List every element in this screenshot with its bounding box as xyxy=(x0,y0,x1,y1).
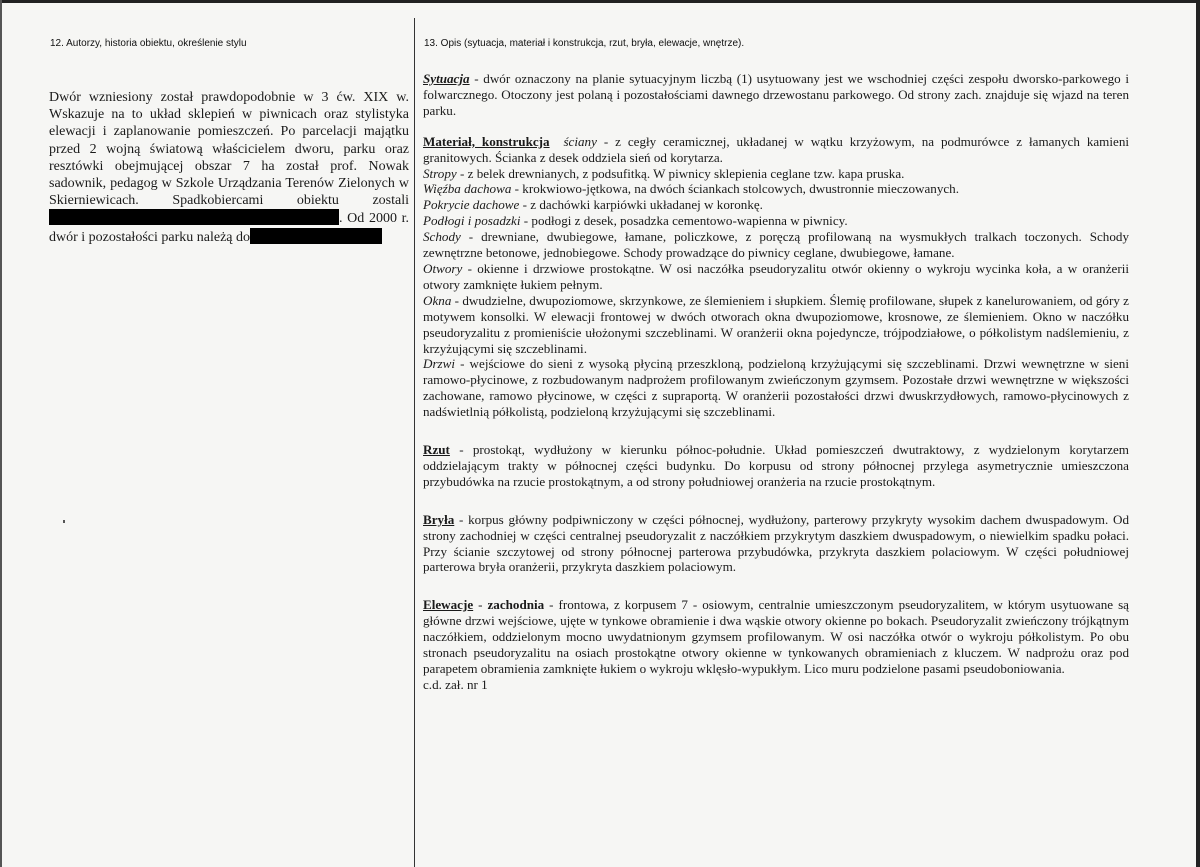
text-drzwi: - wejściowe do sieni z wysoką płyciną przeszkloną, podzieloną krzyżującymi się szczeblinami. Drzwi wewnętrzne w sieni ramowo-płycinowe, z rozbudowanym nadprożem profilowanym zwieńczonym gzymsem. Pozostałe drzwi wewnętrzne w większości zachowane, ramowo płycinowe, w części z supraportą. W oranżerii pozostałości drzwi dwuskrzydłowych, ramowo-płycinowych z nadświetlnią półkolistą, podzieloną krzyżującymi się szczeblinami. xyxy=(423,356,1129,420)
footer-continuation: c.d. zał. nr 1 xyxy=(423,676,488,692)
history-text-part2: . Od 2000 r. dwór i pozostałości parku należą do xyxy=(49,211,409,245)
label-sciany: ściany xyxy=(563,133,597,149)
redaction-block xyxy=(250,228,382,244)
paragraph-elewacje: Elewacje - zachodnia - frontowa, z korpusem 7 - osiowym, centralnie umieszczonym pseudoryzalitem, w którym usytuowane są główne drzwi wejściowe, ujęte w tynkowe obramienie i dwa wąskie otwory okienne po bokach. Pseudoryzalit zwieńczony trójkątnym naczółkiem, oddzielonym mocno uwydatnionym gzymsem profilowanym. W osi naczółka otwór o wykroju półkolistym. Po obu stronach pseudoryzalitu na osiach prostokątne otwory okienne w tynkowanych obramieniach z kluczem. W nadprożu oraz pod parapetem obramienia zamknięte łukiem o wykroju wklęsło-wypukłym. Lico muru podzielone pasami pseudoboniowania. xyxy=(423,597,1129,676)
section-12-header: 12. Autorzy, historia obiektu, określenie stylu xyxy=(50,38,247,49)
label-elewacje: Elewacje xyxy=(423,597,474,613)
text-wiezba: - krokwiowo-jętkowa, na dwóch ściankach stolcowych, dwustronnie mieczowanych. xyxy=(511,181,959,197)
label-material: Materiał, konstrukcja xyxy=(423,133,550,149)
label-wiezba: Więźba dachowa xyxy=(423,181,512,197)
history-text-part1: Dwór wzniesiony został prawdopodobnie w 3 ćw. XIX w. Wskazuje na to układ sklepień w piwnicach oraz stylistyka elewacji i zaplanowanie pomieszczeń. Po parcelacji majątku przed 2 wojną światową właścicielem dworu, parku oraz resztówki obejmującej obszar 7 ha został prof. Nowak sadownik, pedagog w Szkole Urządzania Terenów Zielonych w Skierniewicach. Spadkobiercami obiektu zostali xyxy=(49,90,409,209)
column-divider xyxy=(414,18,415,867)
text-bryla: - korpus główny podpiwniczony w części północnej, wydłużony, parterowy przykryty wysokim dachem dwuspadowym. Od strony zachodniej w części centralnej pseudoryzalit z naczółkiem przykrytym daszkiem dwuspadowym, o niewielkim spadku połaci. Przy ścianie szczytowej od strony północnej parterowa przybudówka, przykryta daszkiem polaciowym. W części południowej parterowa bryła oranżerii, przykryta daszkiem polaciowym. xyxy=(423,511,1129,575)
label-otwory: Otwory xyxy=(423,260,463,276)
scan-border-top xyxy=(0,0,1200,3)
paragraph-bryla xyxy=(423,512,1129,576)
paragraph-stropy xyxy=(423,166,1129,182)
scan-border-left xyxy=(0,0,2,867)
label-schody: Schody xyxy=(423,229,461,245)
scan-speck xyxy=(63,520,65,523)
paragraph-drzwi xyxy=(423,356,1129,420)
text-schody: - drewniane, dwubiegowe, łamane, policzkowe, z poręczą profilowaną na wysmukłych tralkach toczonych. Schody zewnętrzne betonowe, jednobiegowe. Schody prowadzące do piwnicy ceglane, dwubiegowe, łamane. xyxy=(423,229,1129,261)
text-otwory: - okienne i drzwiowe prostokątne. W osi naczółka pseudoryzalitu otwór okienny o wykroju wycinka koła, a w oranżerii otwory zamknięte łukiem pełnym. xyxy=(423,260,1129,292)
history-text xyxy=(49,89,409,246)
label-drzwi: Drzwi xyxy=(423,356,456,372)
text-sciany: - z cegły ceramicznej, układanej w wątku krzyżowym, na podmurówce z łamanych kamieni granitowych. Ścianka z desek oddziela sień od korytarza. xyxy=(423,133,1130,165)
paragraph-pokrycie xyxy=(423,197,1129,213)
description-text xyxy=(423,71,1129,693)
label-rzut: Rzut xyxy=(423,442,450,458)
label-podlogi: Podłogi i posadzki xyxy=(423,213,521,229)
paragraph-okna xyxy=(423,293,1129,357)
paragraph-schody xyxy=(423,229,1129,261)
text-pokrycie: - z dachówki karpiówki układanej w koronkę. xyxy=(519,197,763,213)
paragraph-wiezba xyxy=(423,181,1129,197)
label-sytuacja: Sytuacja xyxy=(423,71,470,86)
text-stropy: - z belek drewnianych, z podsufitką. W piwnicy sklepienia ceglane tzw. kapa pruska. xyxy=(456,165,905,181)
label-pokrycie: Pokrycie dachowe xyxy=(423,197,520,213)
text-elewacje: - frontowa, z korpusem 7 - osiowym, centralnie umieszczonym pseudoryzalitem, w którym usytuowane są główne drzwi wejściowe, ujęte w tynkowe obramienie i dwa wąskie otwory okienne po bokach. Pseudoryzalit zwieńczony trójkątnym naczółkiem, oddzielonym mocno uwydatnionym gzymsem profilowanym. W osi naczółka otwór o wykroju półkolistym. Po obu stronach pseudoryzalitu na osiach prostokątne otwory okienne w tynkowanych obramieniach z kluczem. W nadprożu oraz pod parapetem obramienia zamknięte łukiem o wykroju wklęsło-wypukłym. Lico muru podzielone pasami pseudoboniowania. xyxy=(423,597,1129,676)
label-okna: Okna xyxy=(423,292,452,308)
text-podlogi: - podłogi z desek, posadzka cementowo-wapienna w piwnicy. xyxy=(520,213,848,229)
text-rzut: - prostokąt, wydłużony w kierunku północ-południe. Układ pomieszczeń dwutraktowy, z wydzielonym korytarzem oddzielającym trakty w północnej części budynku. Do korpusu od strony północnej przylega asymetrycznie umieszczona przybudówka na rzucie prostokątnym, a od strony południowej oranżeria na rzucie prostokątnym. xyxy=(423,442,1129,489)
text-sytuacja: - dwór oznaczony na planie sytuacyjnym liczbą (1) usytuowany jest we wschodniej części zespołu dworsko-parkowego i folwarcznego. Otoczony jest polaną i pozostałościami dawnego drzewostanu parkowego. Od strony zach. znajduje się wjazd na teren parku. xyxy=(423,71,1129,118)
paragraph-otwory xyxy=(423,261,1129,293)
paragraph-material xyxy=(423,134,1129,166)
paragraph-podlogi xyxy=(423,213,1129,229)
paragraph-sytuacja xyxy=(423,71,1129,119)
history-paragraph xyxy=(49,89,409,246)
text-okna: - dwudzielne, dwupoziomowe, skrzynkowe, ze ślemieniem i słupkiem. Ślemię profilowane, słupek z kanelurowaniem, od góry z motywem konsolki. W elewacji frontowej w dwóch otworach okna dwupoziomowe, krosnowe, ze ślemieniem. Okno w naczółku pseudoryzalitu z promieniście ułożonymi szczeblinami. W oranżerii okna pojedyncze, trójpodziałowe, o półkolistym nadślemieniu, z krzyżującymi się szczeblinami. xyxy=(423,292,1129,356)
label-bryla: Bryła xyxy=(423,511,455,527)
paragraph-rzut xyxy=(423,442,1129,490)
scan-border-right xyxy=(1196,0,1200,867)
section-13-header: 13. Opis (sytuacja, materiał i konstrukcja, rzut, bryła, elewacje, wnętrze). xyxy=(424,38,745,49)
redaction-block xyxy=(49,209,339,225)
label-stropy: Stropy xyxy=(423,165,457,181)
label-zachodnia: zachodnia xyxy=(487,597,545,613)
